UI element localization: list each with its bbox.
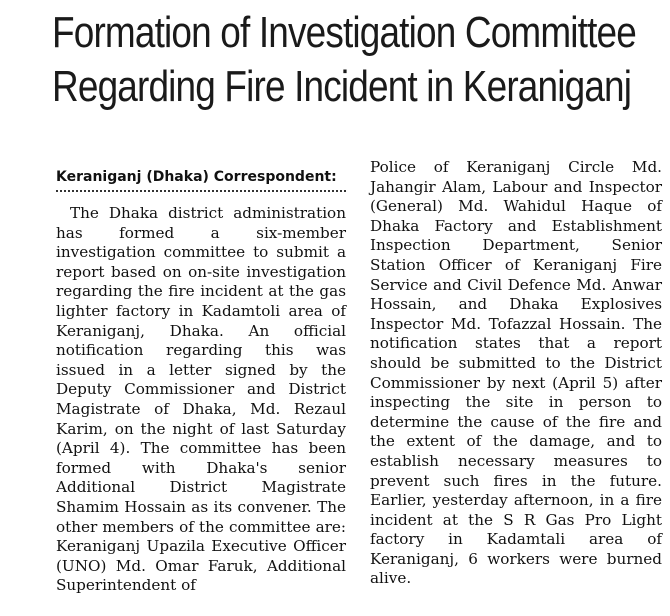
headline-line-2: Regarding Fire Incident in Keraniganj [52, 62, 632, 111]
article-column-left [56, 204, 346, 596]
headline [52, 6, 636, 114]
column-right-text: Police of Keraniganj Circle Md. Jahangir Alam, Labour and Inspector (General) Md. Wahidul Haque of Dhaka Factory and Establishment Inspection Department, Senior Station Officer of Keraniganj Fire Service and Civil Defence Md. Anwar Hossain, and Dhaka Explosives Inspector Md. Tofazzal Hossain. The notification states that a report should be submitted to the District Commissioner by next (April 5) after inspecting the site in person to determine the cause of the fire and the extent of the damage, and to establish necessary measures to prevent such fires in the future. Earlier, yesterday afternoon, in a fire incident at the S R Gas Pro Light factory in Kadamtali area of Keraniganj, 6 workers were burned alive. [370, 158, 662, 588]
dotted-divider [56, 190, 346, 192]
column-left-text: The Dhaka district administration has formed a six-member investigation committee to submit a report based on on-site investigation regarding the fire incident at the gas lighter factory in Kadamtoli area of Keraniganj, Dhaka. An official notification regarding this was issued in a letter signed by the Deputy Commissioner and District Magistrate of Dhaka, Md. Rezaul Karim, on the night of last Saturday (April 4). The committee has been formed with Dhaka's senior Additional District Magistrate Shamim Hossain as its convener. The other members of the committee are: Keraniganj Upazila Executive Officer (UNO) Md. Omar Faruk, Additional Superintendent of [56, 204, 346, 595]
headline-line-1: Formation of Investigation Committee [52, 8, 636, 57]
article-column-right [370, 158, 662, 589]
byline: Keraniganj (Dhaka) Correspondent: [56, 169, 337, 185]
